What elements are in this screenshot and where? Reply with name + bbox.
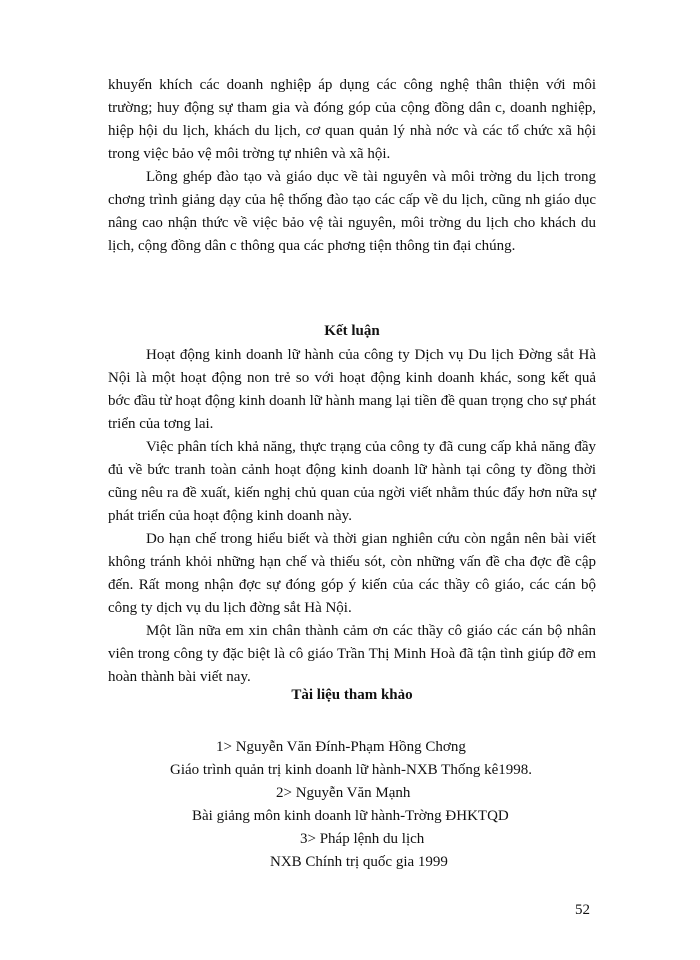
intro-paragraph-2: Lồng ghép đào tạo và giáo dục về tài nguyên và môi trờng du lịch trong chơng trình giảng dạy của hệ thống đào tạo các cấp về du lịch, cũng nh giáo dục nâng cao nhận thức về việc bảo vệ tài nguyên, môi trờng du lịch cho khách du lịch, cộng đồng dân c thông qua các phơng tiện thông tin đại chúng. — [108, 169, 596, 254]
conclusion-heading: Kết luận — [324, 323, 380, 339]
conclusion-paragraph-3: Do hạn chế trong hiểu biết và thời gian nghiên cứu còn ngắn nên bài viết không tránh khỏi những hạn chế và thiếu sót, còn những vấn đề cha đợc đề cập đến. Rất mong nhận đợc sự đóng góp ý kiến của các thầy cô giáo, các cán bộ công ty dịch vụ du lịch đờng sắt Hà Nội. — [108, 531, 596, 616]
intro-paragraph-1: khuyến khích các doanh nghiệp áp dụng các công nghệ thân thiện với môi trường; huy động sự tham gia và đóng góp của cộng đồng dân c, doanh nghiệp, hiệp hội du lịch, khách du lịch, cơ quan quản lý nhà nớc và các tổ chức xã hội trong việc bảo vệ môi trờng tự nhiên và xã hội. — [108, 77, 596, 162]
reference-2-author: 2> Nguyễn Văn Mạnh — [276, 785, 411, 801]
references-heading: Tài liệu tham khảo — [291, 687, 413, 703]
conclusion-paragraph-1: Hoạt động kinh doanh lữ hành của công ty Dịch vụ Du lịch Đờng sắt Hà Nội là một hoạt động non trẻ so với hoạt động kinh doanh khác, song kết quả bớc đầu từ hoạt động kinh doanh lữ hành mang lại tiền đề quan trọng cho sự phát triển của tơng lai. — [108, 347, 596, 432]
reference-2-title: Bài giảng môn kinh doanh lữ hành-Trờng ĐHKTQD — [192, 808, 509, 824]
reference-1-title: Giáo trình quản trị kinh doanh lữ hành-NXB Thống kê1998. — [170, 762, 532, 778]
reference-3-author: 3> Pháp lệnh du lịch — [300, 831, 425, 847]
intro-section — [108, 74, 596, 258]
page-number: 52 — [575, 902, 590, 918]
conclusion-section — [108, 344, 596, 689]
reference-1-author: 1> Nguyễn Văn Đính-Phạm Hồng Chơng — [216, 739, 466, 755]
reference-3-title: NXB Chính trị quốc gia 1999 — [270, 854, 448, 870]
conclusion-paragraph-2: Việc phân tích khả năng, thực trạng của công ty đã cung cấp khả năng đầy đủ về bức tranh toàn cảnh hoạt động kinh doanh lữ hành tại công ty đồng thời cũng nêu ra đề xuất, kiến nghị chủ quan của ngời viết nhằm thúc đẩy hơn nữa sự phát triển của hoạt động kinh doanh này. — [108, 439, 596, 524]
conclusion-paragraph-4: Một lần nữa em xin chân thành cảm ơn các thầy cô giáo các cán bộ nhân viên trong công ty đặc biệt là cô giáo Trần Thị Minh Hoà đã tận tình giúp đỡ em hoàn thành bài viết nay. — [108, 623, 596, 685]
